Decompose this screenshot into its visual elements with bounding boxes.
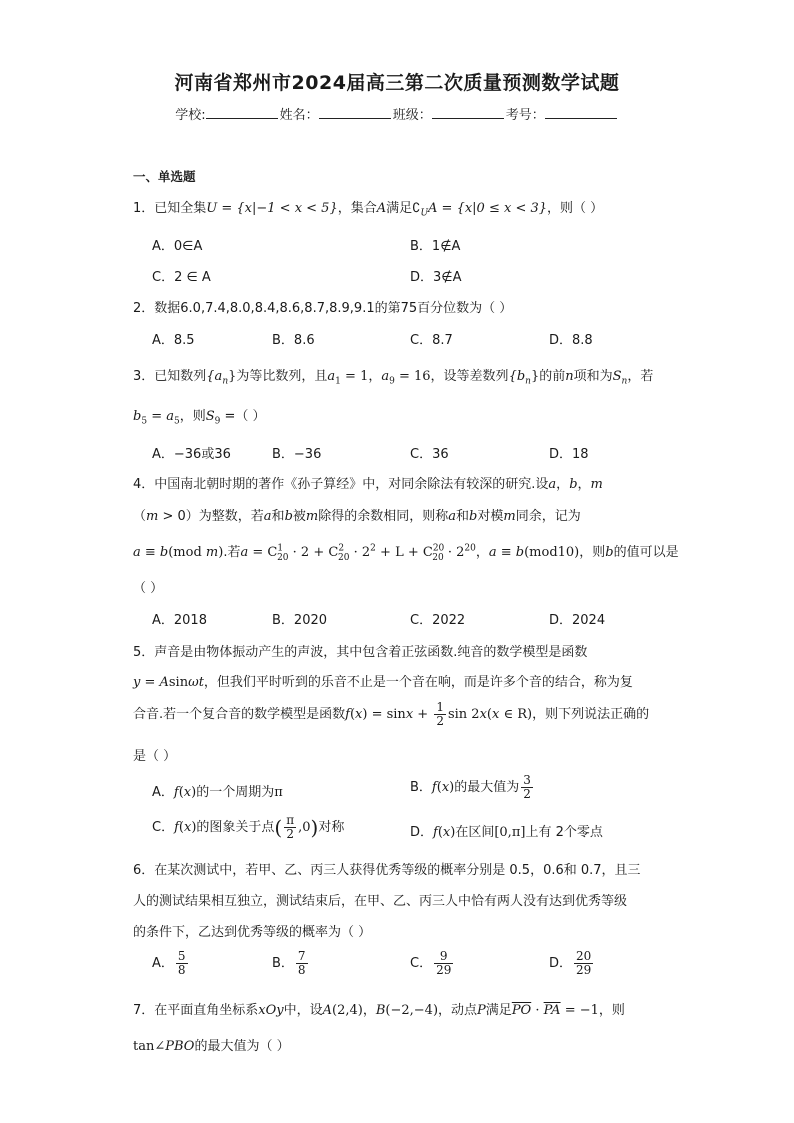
q3-text: 的前 bbox=[539, 369, 566, 384]
q5-option-c[interactable] bbox=[152, 814, 344, 841]
q4-mod: ) bbox=[218, 545, 224, 560]
q4-congruence: a ≡ b bbox=[133, 545, 169, 560]
q5-text: ，但我们平时听到的乐音不止是一个音在响，而是许多个音的结合，称为复 bbox=[203, 675, 633, 690]
question-4-stem-line-1 bbox=[133, 473, 603, 492]
q1-complement-symbol: ∁ bbox=[412, 201, 421, 216]
q4-var: a bbox=[548, 477, 557, 492]
q2-option-a[interactable]: A．8.5 bbox=[152, 333, 195, 348]
q5-paren: ( bbox=[178, 785, 184, 800]
q4-var: b bbox=[569, 477, 578, 492]
fraction-numerator: 3 bbox=[523, 773, 531, 787]
q4-var: m bbox=[503, 509, 516, 524]
question-6-stem-line-3: 的条件下，乙达到优秀等级的概率为（ ） bbox=[133, 925, 372, 940]
q7-tan-angle: tan∠ bbox=[133, 1039, 166, 1054]
q3-option-b[interactable]: B．−36 bbox=[272, 447, 322, 462]
q5-f: f bbox=[433, 825, 438, 840]
q4-var: b bbox=[469, 509, 478, 524]
name-blank bbox=[319, 106, 391, 119]
q3-a1: a bbox=[327, 369, 336, 384]
q5-option-a[interactable] bbox=[152, 781, 283, 800]
q4-var: b bbox=[605, 545, 614, 560]
question-5-stem-line-3 bbox=[133, 701, 649, 728]
q3-brace: } bbox=[228, 369, 237, 384]
question-4-stem-line-2 bbox=[133, 505, 581, 524]
q5-x: x bbox=[355, 707, 363, 722]
q1-option-b[interactable]: B．1∉A bbox=[410, 239, 461, 254]
q5-domain: ∈ R) bbox=[499, 707, 533, 722]
q4-mod: (mod bbox=[168, 545, 206, 560]
q5-var: ωt bbox=[188, 675, 204, 690]
q7-vector: $\overline{PO}$ bbox=[511, 1003, 532, 1018]
q4-var: a bbox=[448, 509, 457, 524]
q4-text: .若 bbox=[223, 545, 241, 560]
q4-var: b bbox=[284, 509, 293, 524]
q6-option-d[interactable] bbox=[549, 950, 595, 977]
school-field bbox=[175, 104, 279, 123]
q5-pi: π bbox=[274, 785, 283, 800]
q5-option-d[interactable] bbox=[410, 821, 603, 840]
q5-f: f bbox=[431, 780, 437, 795]
question-1-stem bbox=[133, 197, 603, 219]
q3-seq-b: {b bbox=[508, 369, 526, 384]
q5-text: 合音.若一个复合音的数学模型是函数 bbox=[133, 707, 346, 722]
q4-text: 和 bbox=[271, 509, 285, 524]
q7-coord: (−2,−4) bbox=[385, 1003, 439, 1018]
fraction-denominator: 2 bbox=[523, 787, 531, 801]
q3-a1-value: = 1， bbox=[340, 369, 382, 384]
q5-x: x bbox=[442, 825, 451, 840]
q5-paren: ( bbox=[437, 825, 443, 840]
exam-number-blank bbox=[545, 106, 617, 119]
q5-interval: [0,π] bbox=[494, 825, 526, 840]
option-text: 对称 bbox=[318, 820, 345, 835]
option-letter: B． bbox=[272, 956, 294, 971]
q4-text: 4．中国南北朝时期的著作《孙子算经》中，对同余除法有较深的研究.设 bbox=[133, 477, 549, 492]
option-text: 在区间 bbox=[455, 825, 495, 840]
q7-point: P bbox=[477, 1003, 486, 1018]
q6-option-a-fraction bbox=[176, 950, 188, 977]
q5-sin: sin bbox=[168, 675, 189, 690]
question-5-stem-line-2 bbox=[133, 671, 633, 690]
q7-text: 满足 bbox=[485, 1003, 512, 1018]
school-label: 学校: bbox=[175, 108, 206, 123]
q6-option-c-fraction bbox=[434, 950, 453, 977]
q3-sub: 9 bbox=[389, 376, 395, 387]
q3-sub: 1 bbox=[335, 376, 341, 387]
option-text: 的一个周期为 bbox=[196, 785, 275, 800]
q3-text: =（ ） bbox=[220, 409, 266, 424]
q4-option-d[interactable]: D．2024 bbox=[549, 613, 606, 628]
q5-f: f bbox=[345, 707, 350, 722]
q3-text: 为等比数列，且 bbox=[236, 369, 328, 384]
q7-vector: $\overline{PA}$ bbox=[543, 1003, 561, 1018]
q4-var: a bbox=[240, 545, 249, 560]
fraction-denominator: 8 bbox=[297, 963, 306, 977]
q3-text: 3．已知数列 bbox=[133, 369, 207, 384]
q4-var: m bbox=[305, 509, 319, 524]
q3-sn: S bbox=[612, 369, 622, 384]
q7-coord-system: xOy bbox=[258, 1003, 284, 1018]
q4-var: m bbox=[205, 545, 219, 560]
q3-text: ，若 bbox=[627, 369, 654, 384]
q1-option-c[interactable]: C．2 ∈ A bbox=[152, 270, 211, 285]
question-2-stem: 2．数据6.0,7.4,8.0,8.4,8.6,8.7,8.9,9.1的第75百分位数为（ ） bbox=[133, 301, 513, 316]
class-blank bbox=[432, 106, 504, 119]
q5-x: x bbox=[405, 707, 414, 722]
q4-text: ，则 bbox=[579, 545, 606, 560]
q5-paren: ( bbox=[486, 707, 492, 722]
q5-x: x bbox=[183, 785, 192, 800]
q1-set-name: A bbox=[376, 201, 387, 216]
q5-paren: ( bbox=[349, 707, 356, 722]
q5-half-fraction bbox=[434, 701, 446, 728]
q7-text: ，则 bbox=[598, 1003, 625, 1018]
option-letter: A． bbox=[152, 785, 174, 800]
q5-paren: ( bbox=[178, 820, 184, 835]
exam-number-field bbox=[506, 104, 619, 123]
fraction-numerator: π bbox=[286, 813, 295, 827]
option-letter: C． bbox=[410, 956, 433, 971]
q1-text: 1．已知全集 bbox=[133, 201, 207, 216]
q7-text: 7．在平面直角坐标系 bbox=[133, 1003, 259, 1018]
q5-text: ，则下列说法正确的 bbox=[532, 707, 650, 722]
exam-number-label: 考号： bbox=[505, 108, 545, 123]
q5-x: x bbox=[183, 820, 192, 835]
q5-paren: ) bbox=[450, 825, 456, 840]
q4-text: 和 bbox=[456, 509, 470, 524]
q4-text: 对模 bbox=[477, 509, 504, 524]
name-label: 姓名： bbox=[279, 108, 319, 123]
q7-text: ，动点 bbox=[438, 1003, 478, 1018]
fraction-denominator: 2 bbox=[436, 714, 444, 728]
class-label: 班级： bbox=[392, 108, 432, 123]
q4-sup: 2 bbox=[338, 543, 345, 554]
q4-sub: 20 bbox=[277, 552, 289, 563]
q3-text: ，则 bbox=[179, 409, 206, 424]
q1-complement-set: A = {x|0 ≤ x < 3} bbox=[428, 201, 548, 216]
section-heading: 一、单选题 bbox=[133, 169, 196, 184]
q4-option-c[interactable]: C．2022 bbox=[410, 613, 466, 628]
q4-text: ， bbox=[577, 477, 591, 492]
question-4-stem-line-3 bbox=[133, 541, 679, 563]
q2-option-d[interactable]: D．8.8 bbox=[549, 333, 593, 348]
q4-sub: 20 bbox=[338, 552, 350, 563]
name-field bbox=[280, 104, 393, 123]
fraction-denominator: 29 bbox=[576, 963, 592, 977]
question-7-stem-line-1 bbox=[133, 999, 625, 1018]
q3-sub: 9 bbox=[214, 416, 221, 427]
q4-text: 同余，记为 bbox=[515, 509, 581, 524]
fraction-numerator: 9 bbox=[434, 950, 453, 964]
q6-option-b-fraction bbox=[296, 950, 308, 977]
question-3-stem-line-1 bbox=[133, 365, 653, 387]
question-7-stem-line-2 bbox=[133, 1035, 290, 1054]
q4-text: > 0）为整数，若 bbox=[158, 509, 264, 524]
q4-congruence: a ≡ b bbox=[488, 545, 525, 560]
q4-binomial-sum: = C bbox=[248, 545, 278, 560]
fraction-numerator: 20 bbox=[576, 949, 592, 963]
q6-option-b[interactable] bbox=[272, 950, 310, 977]
q3-sub: n bbox=[621, 376, 628, 387]
q7-point: A bbox=[322, 1003, 333, 1018]
question-5-stem-line-4: 是（ ） bbox=[133, 749, 177, 764]
left-paren-glyph: ( bbox=[274, 815, 283, 840]
q4-var: a bbox=[263, 509, 272, 524]
q3-sub: n bbox=[222, 376, 229, 387]
fraction-denominator: 2 bbox=[286, 827, 294, 841]
q3-a9: a bbox=[381, 369, 390, 384]
question-6-stem-line-2: 人的测试结果相互独立，测试结束后，在甲、乙、丙三人中恰有两人没有达到优秀等级 bbox=[133, 894, 628, 909]
fraction-denominator: 29 bbox=[436, 963, 452, 977]
q5-paren: ) bbox=[191, 820, 197, 835]
q5-expr: + bbox=[413, 707, 433, 722]
fraction-numerator: 7 bbox=[297, 949, 306, 963]
q7-coord: (2,4)， bbox=[332, 1003, 376, 1018]
q7-point: B bbox=[375, 1003, 386, 1018]
q6-option-a[interactable] bbox=[152, 950, 190, 977]
q7-text: 的最大值为（ ） bbox=[194, 1039, 290, 1054]
q3-sub: 5 bbox=[173, 416, 180, 427]
q5-paren: ) bbox=[191, 785, 197, 800]
q4-sup: 20 bbox=[432, 543, 445, 554]
q5-point: ,0 bbox=[298, 820, 311, 835]
option-text: 的图象关于点 bbox=[196, 820, 275, 835]
q1-complement-sub: U bbox=[420, 208, 429, 219]
q5-x: x bbox=[441, 780, 450, 795]
q3-text: ，设等差数列 bbox=[430, 369, 509, 384]
q4-mod: (mod10) bbox=[524, 545, 580, 560]
q3-s9: S bbox=[205, 409, 215, 424]
question-4-stem-line-4: （ ） bbox=[133, 581, 164, 596]
q5-x: x bbox=[492, 707, 500, 722]
student-info-row bbox=[0, 104, 794, 123]
question-5-stem-line-1: 5．声音是由物体振动产生的声波，其中包含着正弦函数.纯音的数学模型是函数 bbox=[133, 645, 588, 660]
q1-option-a[interactable]: A．0∈A bbox=[152, 239, 203, 254]
q3-n: n bbox=[565, 369, 574, 384]
q5-expr: sin 2 bbox=[447, 707, 480, 722]
q2-option-b[interactable]: B．8.6 bbox=[272, 333, 315, 348]
q7-value: = −1 bbox=[560, 1003, 599, 1018]
q5-x: x bbox=[479, 707, 487, 722]
fraction-numerator: 5 bbox=[177, 949, 186, 963]
q3-sub: n bbox=[525, 376, 531, 387]
q5-pi-half-fraction bbox=[284, 814, 296, 841]
q4-text: ， bbox=[475, 545, 489, 560]
fraction-denominator: 8 bbox=[177, 963, 186, 977]
q3-option-c[interactable]: C．36 bbox=[410, 447, 449, 462]
q4-text: 被 bbox=[292, 509, 306, 524]
option-letter: C． bbox=[152, 820, 175, 835]
q4-var: m bbox=[146, 509, 159, 524]
question-6-stem-line-1: 6．在某次测试中，若甲、乙、丙三人获得优秀等级的概率分别是 0.5，0.6和 0.7，且三 bbox=[133, 863, 641, 878]
q3-b5: b bbox=[133, 409, 142, 424]
q7-text: 中，设 bbox=[283, 1003, 323, 1018]
q5-f: f bbox=[174, 820, 179, 835]
q5-paren: ) bbox=[449, 780, 455, 795]
q4-sup: 2 bbox=[370, 543, 376, 554]
q5-function: y = A bbox=[133, 675, 169, 690]
q4-sup: 20 bbox=[464, 543, 476, 554]
class-field bbox=[393, 104, 506, 123]
q3-option-d[interactable]: D．18 bbox=[549, 447, 589, 462]
q4-binomial-sum: + L + C bbox=[375, 545, 433, 560]
right-paren-glyph: ) bbox=[310, 815, 319, 840]
q5-three-halves-fraction bbox=[521, 774, 533, 801]
option-letter: A． bbox=[152, 956, 174, 971]
q1-text: ，集合 bbox=[337, 201, 377, 216]
q3-sub: 5 bbox=[141, 416, 148, 427]
q4-sup: 1 bbox=[277, 543, 284, 554]
option-letter: D． bbox=[410, 825, 434, 840]
q5-option-b[interactable] bbox=[410, 774, 535, 801]
q6-option-c[interactable] bbox=[410, 950, 455, 977]
fraction-numerator: 1 bbox=[436, 700, 444, 714]
q4-option-a[interactable]: A．2018 bbox=[152, 613, 207, 628]
q4-option-b[interactable]: B．2020 bbox=[272, 613, 328, 628]
q4-binomial-sum: · 2 bbox=[443, 545, 465, 560]
q2-option-c[interactable]: C．8.7 bbox=[410, 333, 453, 348]
q4-binomial-sum: · 2 bbox=[349, 545, 371, 560]
q1-option-d[interactable]: D．3∉A bbox=[410, 270, 462, 285]
q3-a9-value: = 16 bbox=[394, 369, 431, 384]
option-text: 的最大值为 bbox=[454, 780, 520, 795]
q1-text: ，则（ ） bbox=[547, 201, 604, 216]
q6-option-d-fraction bbox=[574, 950, 593, 977]
page-title: 河南省郑州市2024届高三第二次质量预测数学试题 bbox=[174, 72, 620, 94]
q4-binomial-sum: · 2 + C bbox=[288, 545, 339, 560]
q3-a5: = a bbox=[147, 409, 174, 424]
q3-seq-a: {a bbox=[206, 369, 223, 384]
q4-text: （ bbox=[133, 509, 147, 524]
option-text: 上有 2个零点 bbox=[525, 825, 603, 840]
option-letter: B． bbox=[410, 780, 432, 795]
option-letter: D． bbox=[549, 956, 573, 971]
school-blank bbox=[206, 106, 278, 119]
q4-sub: 20 bbox=[432, 552, 444, 563]
q3-option-a[interactable]: A．−36或36 bbox=[152, 447, 231, 462]
q1-text: 满足 bbox=[386, 201, 413, 216]
q4-text: 除得的余数相同，则称 bbox=[318, 509, 449, 524]
q3-text: 项和为 bbox=[573, 369, 613, 384]
q4-var: m bbox=[590, 477, 603, 492]
q5-paren: ( bbox=[436, 780, 442, 795]
q3-brace: } bbox=[530, 369, 540, 384]
q7-angle-name: PBO bbox=[165, 1039, 195, 1054]
q4-text: ， bbox=[556, 477, 570, 492]
q4-text: 的值可以是 bbox=[613, 545, 679, 560]
question-3-stem-line-2 bbox=[133, 405, 266, 427]
q1-universal-set: U = {x|−1 < x < 5} bbox=[206, 201, 338, 216]
q7-dot: · bbox=[531, 1003, 544, 1018]
q5-expr: ) = sin bbox=[362, 707, 406, 722]
q5-f: f bbox=[173, 785, 179, 800]
